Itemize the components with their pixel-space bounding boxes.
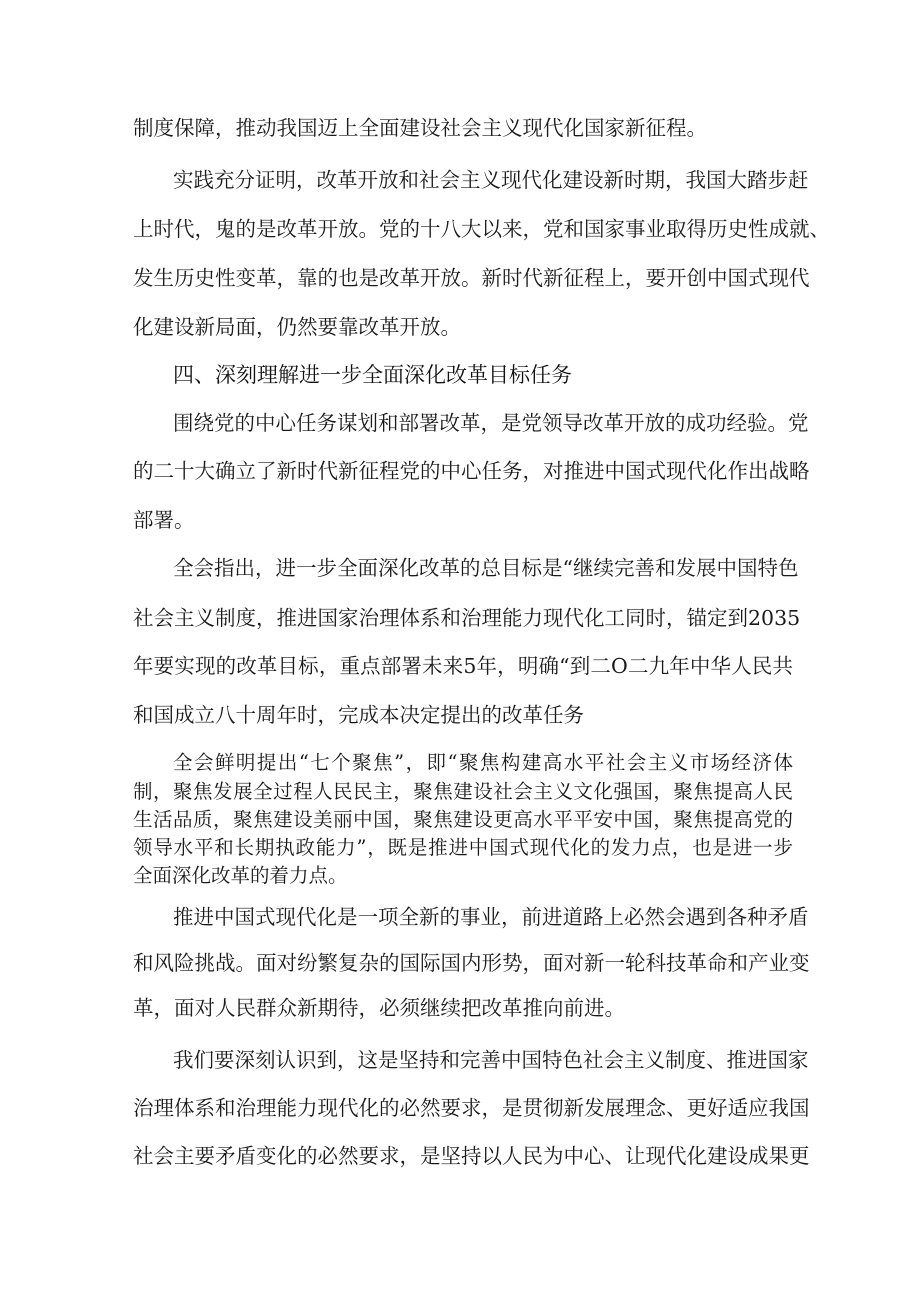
text-line: 社会主义制度，推进国家治理体系和治理能力现代化工同时，锚定到2035 xyxy=(133,606,801,630)
text-line: 社会主要矛盾变化的必然要求，是坚持以人民为中心、让现代化建设成果更 xyxy=(133,1144,810,1168)
text-line: 部署。 xyxy=(133,508,195,532)
text-line: 的二十大确立了新时代新征程党的中心任务，对推进中国式现代化作出战略 xyxy=(133,459,810,483)
text-line: 领导水平和长期执政能力”，既是推进中国式现代化的发力点，也是进一步 xyxy=(133,836,793,859)
text-line: 制度保障，推动我国迈上全面建设社会主义现代化国家新征程。 xyxy=(133,116,707,140)
text-line: 和风险挑战。面对纷繁复杂的国际国内形势，面对新一轮科技革命和产业变 xyxy=(133,951,810,975)
text-line: 发生历史性变革，靠的也是改革开放。新时代新征程上，要开创中国式现代 xyxy=(133,266,810,290)
text-line: 革，面对人民群众新期待，必须继续把改革推向前进。 xyxy=(133,996,625,1020)
text-line: 年要实现的改革目标，重点部署未来5年，明确“到二O二九年中华人民共 xyxy=(133,654,793,678)
section-heading: 四、深刻理解进一步全面深化改革目标任务 xyxy=(173,363,572,387)
text-line: 我们要深刻认识到，这是坚持和完善中国特色社会主义制度、推进国家 xyxy=(173,1048,809,1072)
text-line: 全会鲜明提出“七个聚焦”，即“聚焦构建高水平社会主义市场经济体 xyxy=(173,751,793,774)
text-line: 制，聚焦发展全过程人民民主，聚焦建设社会主义文化强国，聚焦提高人民 xyxy=(133,780,793,803)
text-line: 和国成立八十周年时，完成本决定提出的改革任务 xyxy=(133,703,584,727)
text-line: 治理体系和治理能力现代化的必然要求，是贯彻新发展理念、更好适应我国 xyxy=(133,1096,810,1120)
text-line: 全面深化改革的着力点。 xyxy=(133,864,348,887)
text-line: 上时代，鬼的是改革开放。党的十八大以来，党和国家事业取得历史性成就、 xyxy=(133,217,830,241)
text-line: 化建设新局面，仍然要靠改革开放。 xyxy=(133,315,461,339)
text-line: 围绕党的中心任务谋划和部署改革，是党领导改革开放的成功经验。党 xyxy=(173,411,809,435)
text-line: 实践充分证明，改革开放和社会主义现代化建设新时期，我国大踏步赶 xyxy=(173,168,809,192)
text-line: 生活品质，聚焦建设美丽中国，聚焦建设更高水平平安中国，聚焦提高党的 xyxy=(133,808,793,831)
text-line: 全会指出，进一步全面深化改革的总目标是“继续完善和发展中国特色 xyxy=(173,556,799,580)
text-line: 推进中国式现代化是一项全新的事业，前进道路上必然会遇到各种矛盾 xyxy=(173,905,809,929)
